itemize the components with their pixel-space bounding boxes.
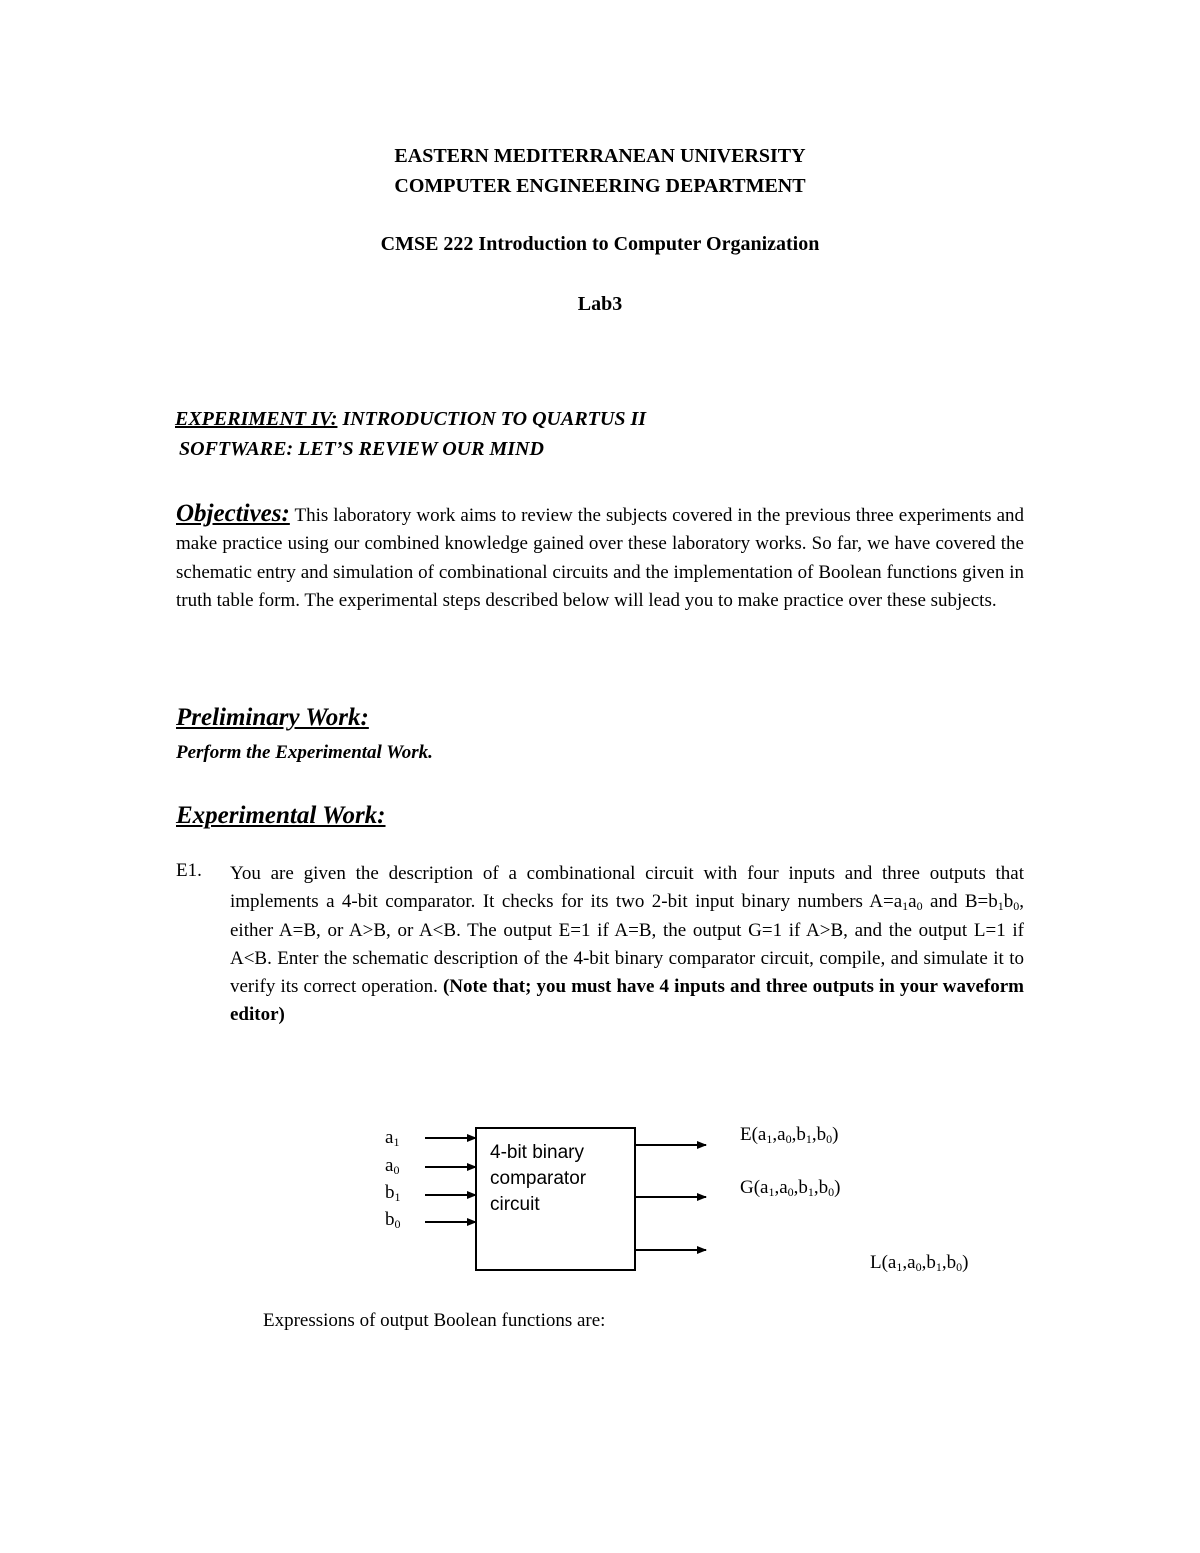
box-line-1: 4-bit binary (490, 1142, 584, 1163)
sub-1: 1 (997, 899, 1004, 914)
sub-0: 0 (916, 899, 923, 914)
experimental-heading: Experimental Work: (176, 802, 386, 829)
expressions-label: Expressions of output Boolean functions are: (263, 1310, 606, 1331)
output-label-g: $G(a_1,a_0,b_1,b_0)$ (740, 1177, 841, 1199)
sub-0: 0 (1013, 899, 1020, 914)
preliminary-heading: Preliminary Work: (176, 704, 369, 731)
university-name: EASTERN MEDITERRANEAN UNIVERSITY (394, 145, 806, 167)
e1-part1: You are given the description of a combinational circuit with four inputs and three outputs that implements a 4-bit comparator. It checks for its two 2-bit input binary numbers A=a (230, 863, 1024, 913)
objectives-text: This laboratory work aims to review the subjects covered in the previous three experiments and make practice using our combined knowledge gained over these laboratory works. So far, we have covered the schematic entry and simulation of combinational circuits and the implementation of Boolean functions given in truth table form. The experimental steps described below will lead you to make practice over these subjects. (176, 505, 1024, 611)
course-title: CMSE 222 Introduction to Computer Organization (380, 233, 820, 255)
input-label-a0: $a_0$ (385, 1155, 400, 1177)
sub-1: 1 (902, 899, 909, 914)
input-label-b1: $b_1$ (385, 1182, 401, 1204)
e1-text: You are given the description of a combinational circuit with four inputs and three outputs that implements a 4-bit comparator. It checks for its two 2-bit input binary numbers $A=a_1a_0$ and $B=b_1b_0$, either A=B, or A>B, or A<B. The output E=1 if A=B, the output G=1 if A>B, and the output L=1 if A<B. Enter the schematic description of the 4-bit binary comparator circuit, compile, and simulate it to verify its correct operation. (Note that; you must have 4 inputs and three outputs in your waveform editor) (230, 863, 1025, 1026)
objectives-heading: Objectives: (176, 500, 290, 527)
e1-label: E1. (176, 860, 202, 881)
output-label-l: $L(a_1,a_0,b_1,b_0)$ (870, 1252, 969, 1274)
experiment-title-line2: SOFTWARE: LET’S REVIEW OUR MIND (179, 438, 544, 460)
preliminary-text: Perform the Experimental Work. (176, 742, 433, 763)
department-name: COMPUTER ENGINEERING DEPARTMENT (394, 175, 806, 197)
box-line-2: comparator (490, 1168, 587, 1189)
box-line-3: circuit (490, 1194, 540, 1215)
input-label-b0: $b_0$ (385, 1209, 401, 1231)
e1-part3: , either A=B, or A>B, or A<B. The output E=1 if A=B, the output G=1 if A>B, and the output L=1 if A<B. Enter the schematic description of the 4-bit binary comparator circuit, compile, and simulate it to verify its correct operation. (230, 891, 1025, 998)
input-label-a1: $a_1$ (385, 1127, 400, 1149)
e1-note: (Note that; you must have 4 inputs and three outputs in your waveform editor) (230, 976, 1024, 1026)
experiment-title-prefix: EXPERIMENT IV: (175, 408, 338, 430)
lab-number: Lab3 (577, 293, 623, 315)
experiment-title-rest: INTRODUCTION TO QUARTUS II (337, 408, 647, 430)
output-label-e: $E(a_1,a_0,b_1,b_0)$ (740, 1124, 839, 1146)
e1-part2: and B=b (922, 891, 998, 913)
